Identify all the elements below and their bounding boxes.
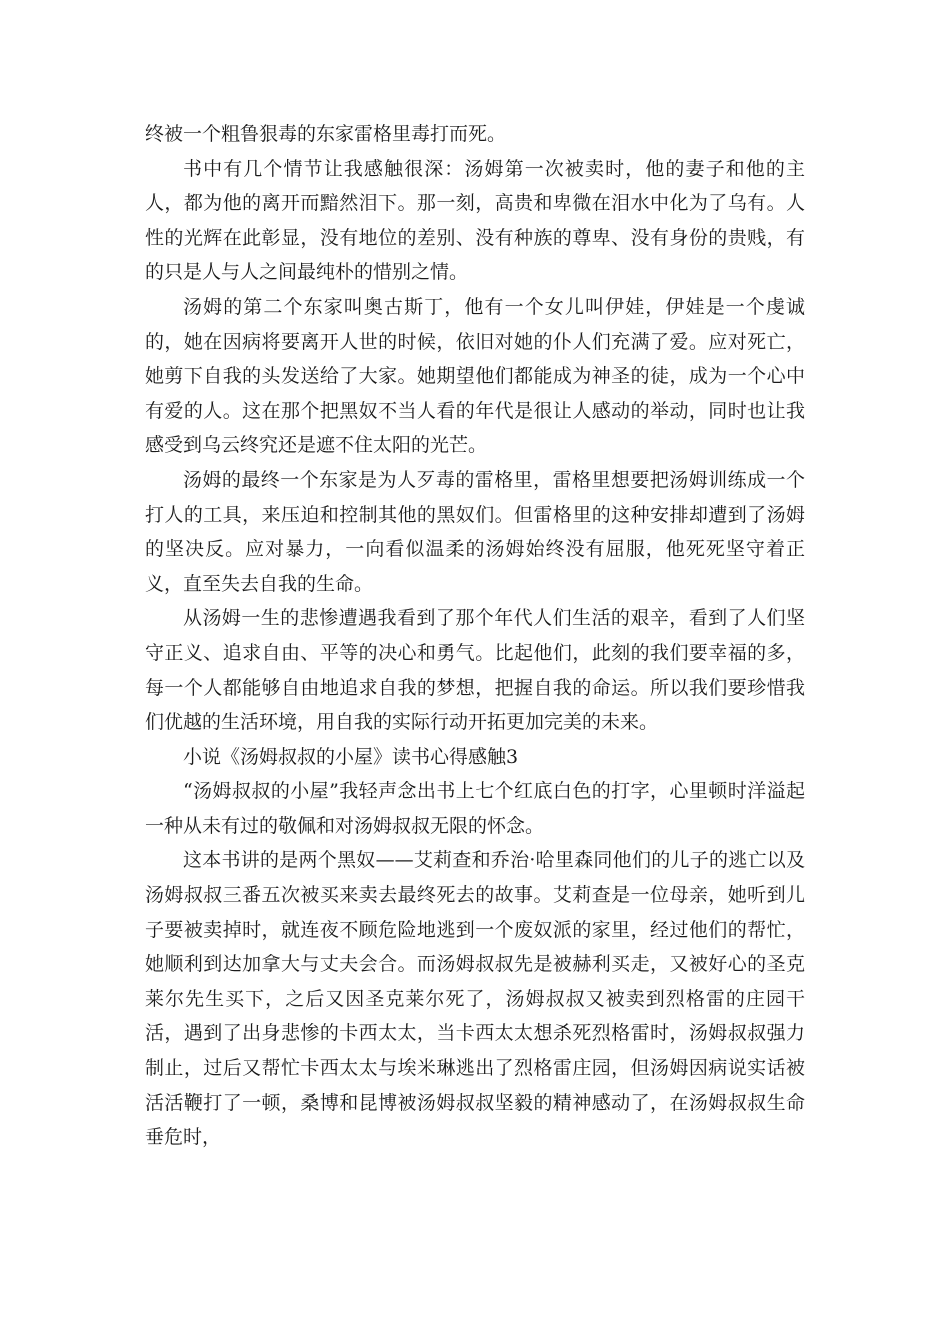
paragraph-last-master: 汤姆的最终一个东家是为人歹毒的雷格里，雷格里想要把汤姆训练成一个打人的工具，来压迫和控制其他的黑奴们。但雷格里的这种安排却遭到了汤姆的坚决反。应对暴力，一向看似温柔的汤姆始终没有屈服，他死死坚守着正义，直至失去自我的生命。 <box>145 468 805 595</box>
paragraph-continuation: 终被一个粗鲁狠毒的东家雷格里毒打而死。 <box>145 123 507 145</box>
section-heading: 小说《汤姆叔叔的小屋》读书心得感触3 <box>183 745 519 768</box>
paragraph-second-master: 汤姆的第二个东家叫奥古斯丁，他有一个女儿叫伊娃，伊娃是一个虔诚的，她在因病将要离开人世的时候，依旧对她的仆人们充满了爱。应对死亡，她剪下自我的头发送给了大家。她期望他们都能成为神圣的徒，成为一个心中有爱的人。这在那个把黑奴不当人看的年代是很让人感动的举动，同时也让我感受到乌云终究还是遮不住太阳的光芒。 <box>145 295 805 457</box>
paragraph-reflection: 从汤姆一生的悲惨遭遇我看到了那个年代人们生活的艰辛，看到了人们坚守正义、追求自由、平等的决心和勇气。比起他们，此刻的我们要幸福的多，每一个人都能够自由地追求自我的梦想，把握自我的命运。所以我们要珍惜我们优越的生活环境，用自我的实际行动开拓更加完美的未来。 <box>145 607 805 734</box>
paragraph-touching-scenes: 书中有几个情节让我感触很深：汤姆第一次被卖时，他的妻子和他的主人，都为他的离开而黯然泪下。那一刻，高贵和卑微在泪水中化为了乌有。人性的光辉在此彰显，没有地位的差别、没有种族的尊卑、没有身份的贵贱，有的只是人与人之间最纯朴的惜别之情。 <box>145 157 805 284</box>
document-page <box>145 117 805 1155</box>
paragraph-book-title: “汤姆叔叔的小屋”我轻声念出书上七个红底白色的打字，心里顿时洋溢起一种从未有过的敬佩和对汤姆叔叔无限的怀念。 <box>145 780 805 837</box>
paragraph-story-summary: 这本书讲的是两个黑奴——艾莉查和乔治·哈里森同他们的儿子的逃亡以及汤姆叔叔三番五次被买来卖去最终死去的故事。艾莉查是一位母亲，她听到儿子要被卖掉时，就连夜不顾危险地逃到一个废奴派的家里，经过他们的帮忙，她顺利到达加拿大与丈夫会合。而汤姆叔叔先是被赫利买走，又被好心的圣克莱尔先生买下，之后又因圣克莱尔死了，汤姆叔叔又被卖到烈格雷的庄园干活，遇到了出身悲惨的卡西太太，当卡西太太想杀死烈格雷时，汤姆叔叔强力制止，过后又帮忙卡西太太与埃米琳逃出了烈格雷庄园，但汤姆因病说实话被活活鞭打了一顿，桑博和昆博被汤姆叔叔坚毅的精神感动了，在汤姆叔叔生命垂危时， <box>145 849 805 1149</box>
